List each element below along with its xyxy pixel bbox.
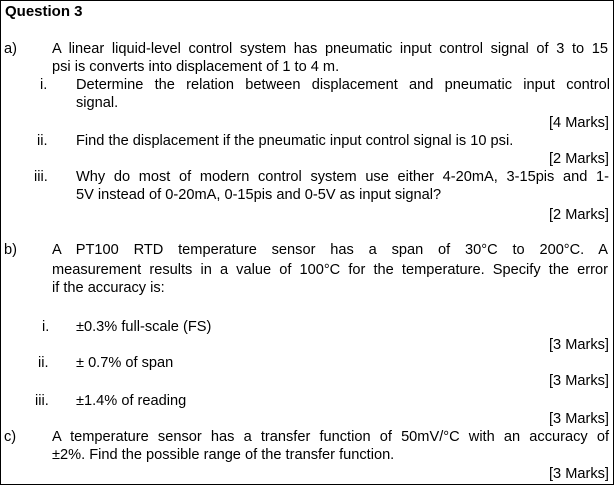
question-title: Question 3: [5, 3, 83, 20]
part-b-item-iii-num: iii.: [35, 393, 49, 409]
part-c-text-line-2: ±2%. Find the possible range of the transfer function.: [52, 447, 395, 463]
part-a-item-i-marks: [4 Marks]: [548, 115, 609, 131]
part-c-marks: [3 Marks]: [548, 466, 609, 482]
part-a-label: a): [4, 41, 17, 57]
part-b-label: b): [4, 242, 17, 258]
part-b-text-line-2: measurement results in a value of 100°C for the temperature. Specify the error: [52, 262, 608, 278]
part-b-text-line-1: A PT100 RTD temperature sensor has a span of 30°C to 200°C. A: [52, 242, 608, 258]
part-b-item-ii-num: ii.: [38, 355, 49, 371]
part-b-item-i-text: ±0.3% full-scale (FS): [76, 319, 212, 335]
part-a-item-iii-num: iii.: [34, 169, 48, 185]
part-a-item-i-num: i.: [40, 77, 48, 93]
part-a-text-line-1: A linear liquid-level control system has pneumatic input control signal of 3 to 15: [52, 41, 608, 57]
part-a-item-iii-line-2: 5V instead of 0-20mA, 0-15pis and 0-5V as input signal?: [76, 187, 442, 203]
part-b-item-iii-text: ±1.4% of reading: [76, 393, 187, 409]
part-b-item-iii-marks: [3 Marks]: [548, 411, 609, 427]
part-a-item-iii-marks: [2 Marks]: [548, 207, 609, 223]
part-a-text-line-2: psi is converts into displacement of 1 to 4 m.: [52, 59, 340, 75]
part-b-item-ii-text: ± 0.7% of span: [76, 355, 174, 371]
part-a-item-ii-line-1: Find the displacement if the pneumatic input control signal is 10 psi.: [76, 133, 514, 149]
part-c-text-line-1: A temperature sensor has a transfer function of 50mV/°C with an accuracy of: [52, 429, 609, 445]
part-b-text-line-3: if the accuracy is:: [52, 280, 165, 296]
part-a-item-i-line-1: Determine the relation between displacement and pneumatic input control: [76, 77, 610, 93]
part-c-label: c): [4, 429, 17, 445]
part-a-item-ii-marks: [2 Marks]: [548, 151, 609, 167]
part-b-item-i-marks: [3 Marks]: [548, 337, 609, 353]
part-a-item-i-line-2: signal.: [76, 95, 119, 111]
part-a-item-ii-num: ii.: [37, 133, 48, 149]
part-b-item-i-num: i.: [42, 319, 50, 335]
part-b-item-ii-marks: [3 Marks]: [548, 373, 609, 389]
part-a-item-iii-line-1: Why do most of modern control system use either 4-20mA, 3-15pis and 1-: [76, 169, 609, 185]
